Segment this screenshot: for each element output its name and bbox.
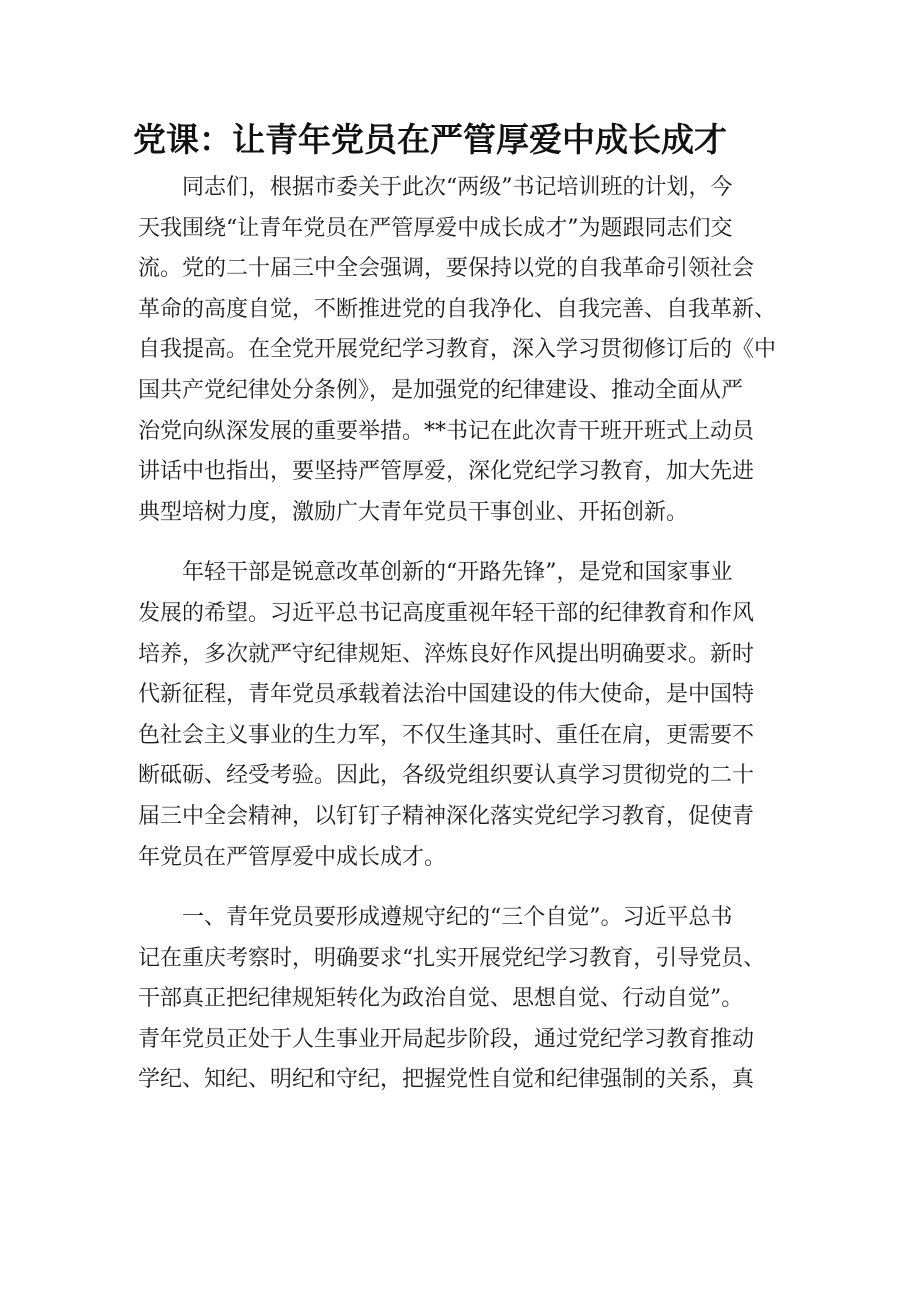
text-line: 天我围绕“让青年党员在严管厚爱中成长成才”为题跟同志们交	[138, 215, 733, 241]
text-line: 一、青年党员要形成遵规守纪的“三个自觉”。习近平总书	[182, 905, 733, 931]
text-line: 典型培树力度，激励广大青年党员干事创业、开拓创新。	[138, 499, 689, 525]
text-line: 断砥砺、经受考验。因此，各级党组织要认真学习贯彻党的二十	[138, 763, 755, 789]
text-line: 干部真正把纪律规矩转化为政治自觉、思想自觉、行动自觉”。	[138, 986, 744, 1012]
text-line: 代新征程，青年党员承载着法治中国建设的伟大使命，是中国特	[138, 682, 755, 708]
text-line: 学纪、知纪、明纪和守纪，把握党性自觉和纪律强制的关系，真	[138, 1067, 755, 1093]
paragraph-1	[138, 168, 798, 533]
paragraph-3	[138, 898, 798, 1101]
document-title: 党课：让青年党员在严管厚爱中成长成才	[133, 120, 727, 159]
text-line: 自我提高。在全党开展党纪学习教育，深入学习贯彻修订后的《中	[138, 337, 777, 363]
text-line: 年轻干部是锐意改革创新的“开路先锋”，是党和国家事业	[182, 560, 733, 586]
text-line: 届三中全会精神，以钉钉子精神深化落实党纪学习教育，促使青	[138, 803, 755, 829]
document-body	[138, 168, 798, 1121]
text-line: 讲话中也指出，要坚持严管厚爱，深化党纪学习教育，加大先进	[138, 459, 755, 485]
text-line: 青年党员正处于人生事业开局起步阶段，通过党纪学习教育推动	[138, 1026, 755, 1052]
text-line: 革命的高度自觉，不断推进党的自我净化、自我完善、自我革新、	[138, 296, 777, 322]
text-line: 色社会主义事业的生力军，不仅生逢其时、重任在肩，更需要不	[138, 722, 755, 748]
text-line: 同志们，根据市委关于此次“两级”书记培训班的计划，今	[182, 175, 733, 200]
text-line: 发展的希望。习近平总书记高度重视年轻干部的纪律教育和作风	[138, 600, 755, 626]
text-line: 流。党的二十届三中全会强调，要保持以党的自我革命引领社会	[138, 256, 755, 282]
text-line: 培养，多次就严守纪律规矩、淬炼良好作风提出明确要求。新时	[138, 641, 755, 667]
text-line: 治党向纵深发展的重要举措。**书记在此次青干班开班式上动员	[138, 418, 755, 444]
text-line: 国共产党纪律处分条例》，是加强党的纪律建设、推动全面从严	[138, 377, 744, 403]
text-line: 记在重庆考察时，明确要求“扎实开展党纪学习教育，引导党员、	[138, 945, 766, 971]
paragraph-2	[138, 553, 798, 878]
text-line: 年党员在严管厚爱中成长成才。	[138, 844, 447, 870]
